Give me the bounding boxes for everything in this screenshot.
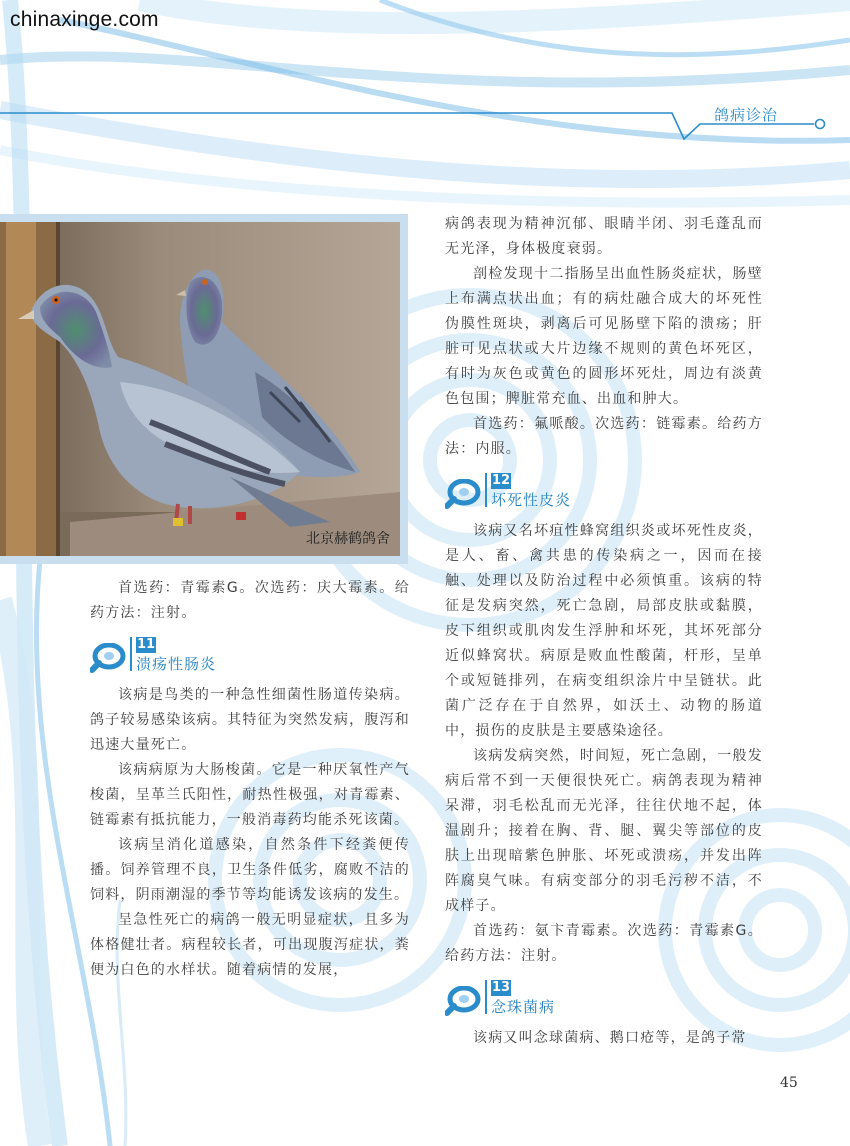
magnifier-icon xyxy=(90,643,126,673)
heading-bar xyxy=(485,980,487,1014)
magnifier-icon xyxy=(445,986,481,1016)
heading-bar xyxy=(485,473,487,507)
section-heading-12 xyxy=(445,471,763,515)
paragraph: 该病是鸟类的一种急性细菌性肠道传染病。鸽子较易感染该病。其特征为突然发病，腹泻和迅速大量死亡。 xyxy=(90,687,410,753)
site-watermark: chinaxinge.com xyxy=(10,8,159,31)
header-rule-end-dot xyxy=(816,120,825,129)
section-heading-11 xyxy=(90,635,410,679)
section-number: 12 xyxy=(492,473,511,488)
magnifier-icon xyxy=(445,479,481,509)
paragraph: 首选药：青霉素G。次选药：庆大霉素。给药方法：注射。 xyxy=(90,580,410,621)
heading-bar xyxy=(130,637,132,671)
section-number: 11 xyxy=(137,637,156,652)
right-column xyxy=(445,212,763,1051)
paragraph: 首选药：氨卞青霉素。次选药：青霉素G。给药方法：注射。 xyxy=(445,923,763,964)
page-number: 45 xyxy=(780,1075,798,1091)
section-number: 13 xyxy=(492,980,511,995)
paragraph: 该病病原为大肠梭菌。它是一种厌氧性产气梭菌，呈革兰氏阳性，耐热性极强，对青霉素、链霉素有抵抗能力，一般消毒药均能杀死该菌。 xyxy=(90,762,410,828)
section-title: 溃疡性肠炎 xyxy=(136,655,217,673)
photo-credit: 北京赫鹤鸽舍 xyxy=(306,531,390,547)
section-title: 坏死性皮炎 xyxy=(491,491,572,509)
left-column xyxy=(90,576,410,983)
paragraph: 该病又名坏疽性蜂窝组织炎或坏死性皮炎，是人、畜、禽共患的传染病之一，因而在接触、处理以及防治过程中必须慎重。该病的特征是发病突然，死亡急剧，局部皮肤或黏膜，皮下组织或肌肉发生浮肿和坏死，其坏死部分近似蜂窝状。病原是败血性酸菌，杆形，呈单个或短链排列，在病变组织涂片中呈链状。此菌广泛存在于自然界，如沃土、动物的肠道中，损伤的皮肤是主要感染途径。 xyxy=(445,523,763,739)
section-title: 念珠菌病 xyxy=(491,998,556,1016)
section-label: 鸽病诊治 xyxy=(714,106,779,124)
pigeon-photo xyxy=(0,222,400,556)
paragraph: 该病呈消化道感染，自然条件下经粪便传播。饲养管理不良，卫生条件低劣，腐败不洁的饲料，阴雨潮湿的季节等均能诱发该病的发生。 xyxy=(90,837,410,903)
section-heading-13 xyxy=(445,978,763,1022)
paragraph: 该病发病突然，时间短，死亡急剧，一般发病后常不到一天便很快死亡。病鸽表现为精神呆滞，羽毛松乱而无光泽，往往伏地不起，体温剧升；接着在胸、背、腿、翼尖等部位的皮肤上出现暗紫色肿胀、坏死或溃疡，并发出阵阵腐臭气味。有病变部分的羽毛污秽不洁，不成样子。 xyxy=(445,748,763,914)
paragraph: 该病又叫念球菌病、鹅口疮等，是鸽子常 xyxy=(473,1030,747,1046)
pigeon-photo-frame xyxy=(0,214,408,564)
paragraph: 首选药：氟哌酸。次选药：链霉素。给药方法：内服。 xyxy=(445,416,763,457)
paragraph: 呈急性死亡的病鸽一般无明显症状，且多为体格健壮者。病程较长者，可出现腹泻症状，粪便为白色的水样状。随着病情的发展， xyxy=(90,912,410,978)
paragraph: 病鸽表现为精神沉郁、眼睛半闭、羽毛蓬乱而无光泽，身体极度衰弱。 xyxy=(445,216,763,257)
paragraph: 剖检发现十二指肠呈出血性肠炎症状，肠壁上布满点状出血；有的病灶融合成大的坏死性伪膜性斑块，剥离后可见肠壁下陷的溃疡；肝脏可见点状或大片边缘不规则的黄色坏死区，有时为灰色或黄色的圆形坏死灶，周边有淡黄色包围；脾脏常充血、出血和肿大。 xyxy=(445,266,763,407)
